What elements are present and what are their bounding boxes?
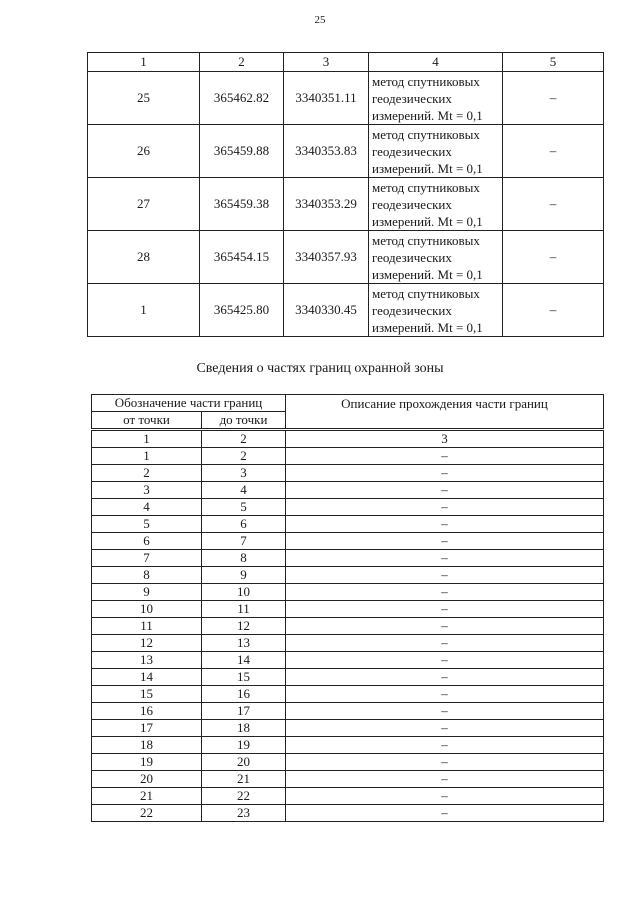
to-point-cell: 23 [202, 805, 286, 822]
from-point-cell: 6 [92, 533, 202, 550]
table-row [92, 533, 604, 550]
method-line: измерений. Mt = 0,1 [372, 160, 483, 176]
column-header: 5 [503, 53, 604, 72]
point-number-cell: 1 [88, 284, 200, 337]
to-point-cell: 21 [202, 771, 286, 788]
to-point-cell: 8 [202, 550, 286, 567]
numbering-cell: 1 [92, 430, 202, 448]
description-cell: – [286, 703, 604, 720]
to-point-cell: 4 [202, 482, 286, 499]
table-row [92, 652, 604, 669]
description-cell: – [286, 686, 604, 703]
from-point-cell: 12 [92, 635, 202, 652]
to-point-cell: 22 [202, 788, 286, 805]
header-to-point: до точки [202, 412, 286, 430]
y-coordinate-cell: 3340353.29 [284, 178, 369, 231]
from-point-cell: 19 [92, 754, 202, 771]
to-point-cell: 6 [202, 516, 286, 533]
method-cell [369, 178, 503, 231]
description-cell: – [286, 465, 604, 482]
to-point-cell: 15 [202, 669, 286, 686]
table-row [92, 754, 604, 771]
method-line: метод спутниковых [372, 126, 480, 142]
x-coordinate-cell: 365462.82 [200, 72, 284, 125]
method-line: геодезических [372, 196, 452, 212]
to-point-cell: 2 [202, 448, 286, 465]
from-point-cell: 14 [92, 669, 202, 686]
from-point-cell: 17 [92, 720, 202, 737]
column-header: 1 [88, 53, 200, 72]
description-cell: – [286, 805, 604, 822]
description-cell: – [286, 788, 604, 805]
description-cell: – [286, 737, 604, 754]
from-point-cell: 5 [92, 516, 202, 533]
x-coordinate-cell: 365459.38 [200, 178, 284, 231]
from-point-cell: 10 [92, 601, 202, 618]
table-row [92, 703, 604, 720]
to-point-cell: 12 [202, 618, 286, 635]
method-cell [369, 72, 503, 125]
method-cell [369, 125, 503, 178]
point-number-cell: 27 [88, 178, 200, 231]
table-row [92, 720, 604, 737]
y-coordinate-cell: 3340330.45 [284, 284, 369, 337]
note-cell: – [503, 231, 604, 284]
from-point-cell: 3 [92, 482, 202, 499]
coordinates-table [87, 52, 604, 337]
table-row [88, 231, 604, 284]
header-boundary-designation: Обозначение части границ [92, 395, 286, 412]
page-number: 25 [314, 14, 326, 26]
table-row [88, 284, 604, 337]
point-number-cell: 26 [88, 125, 200, 178]
method-line: измерений. Mt = 0,1 [372, 213, 483, 229]
to-point-cell: 16 [202, 686, 286, 703]
method-line: геодезических [372, 302, 452, 318]
table-row [92, 499, 604, 516]
table-row [88, 178, 604, 231]
to-point-cell: 14 [202, 652, 286, 669]
table-row [92, 618, 604, 635]
description-cell: – [286, 516, 604, 533]
table-row [92, 635, 604, 652]
description-cell: – [286, 482, 604, 499]
x-coordinate-cell: 365425.80 [200, 284, 284, 337]
description-cell: – [286, 754, 604, 771]
numbering-cell: 3 [286, 430, 604, 448]
table-row [92, 737, 604, 754]
column-header: 4 [369, 53, 503, 72]
y-coordinate-cell: 3340353.83 [284, 125, 369, 178]
y-coordinate-cell: 3340351.11 [284, 72, 369, 125]
numbering-cell: 2 [202, 430, 286, 448]
description-cell: – [286, 635, 604, 652]
note-cell: – [503, 125, 604, 178]
table-row [92, 669, 604, 686]
to-point-cell: 9 [202, 567, 286, 584]
method-line: метод спутниковых [372, 73, 480, 89]
to-point-cell: 19 [202, 737, 286, 754]
from-point-cell: 1 [92, 448, 202, 465]
method-line: геодезических [372, 249, 452, 265]
table-row [92, 771, 604, 788]
table-row [92, 788, 604, 805]
table-row [92, 465, 604, 482]
method-cell [369, 231, 503, 284]
point-number-cell: 25 [88, 72, 200, 125]
header-from-point: от точки [92, 412, 202, 430]
to-point-cell: 5 [202, 499, 286, 516]
method-line: измерений. Mt = 0,1 [372, 107, 483, 123]
y-coordinate-cell: 3340357.93 [284, 231, 369, 284]
parts-header-row [92, 395, 604, 412]
description-cell: – [286, 601, 604, 618]
table-row [92, 601, 604, 618]
description-cell: – [286, 771, 604, 788]
method-line: геодезических [372, 143, 452, 159]
to-point-cell: 17 [202, 703, 286, 720]
from-point-cell: 16 [92, 703, 202, 720]
table-row [92, 448, 604, 465]
to-point-cell: 20 [202, 754, 286, 771]
to-point-cell: 7 [202, 533, 286, 550]
description-cell: – [286, 499, 604, 516]
description-cell: – [286, 448, 604, 465]
description-cell: – [286, 550, 604, 567]
section-title: Сведения о частях границ охранной зоны [196, 361, 444, 376]
table-row [92, 550, 604, 567]
from-point-cell: 11 [92, 618, 202, 635]
note-cell: – [503, 72, 604, 125]
from-point-cell: 8 [92, 567, 202, 584]
table-row [92, 805, 604, 822]
table-row [92, 584, 604, 601]
method-cell [369, 284, 503, 337]
to-point-cell: 18 [202, 720, 286, 737]
method-line: метод спутниковых [372, 232, 480, 248]
from-point-cell: 7 [92, 550, 202, 567]
x-coordinate-cell: 365459.88 [200, 125, 284, 178]
table-row [92, 686, 604, 703]
header-description: Описание прохождения части границ [286, 395, 604, 430]
coordinates-header-row [88, 53, 604, 72]
to-point-cell: 3 [202, 465, 286, 482]
from-point-cell: 20 [92, 771, 202, 788]
note-cell: – [503, 178, 604, 231]
to-point-cell: 13 [202, 635, 286, 652]
description-cell: – [286, 584, 604, 601]
method-line: измерений. Mt = 0,1 [372, 266, 483, 282]
description-cell: – [286, 669, 604, 686]
from-point-cell: 15 [92, 686, 202, 703]
from-point-cell: 2 [92, 465, 202, 482]
method-line: геодезических [372, 90, 452, 106]
table-row [92, 567, 604, 584]
description-cell: – [286, 618, 604, 635]
from-point-cell: 18 [92, 737, 202, 754]
description-cell: – [286, 533, 604, 550]
description-cell: – [286, 567, 604, 584]
method-line: метод спутниковых [372, 179, 480, 195]
from-point-cell: 4 [92, 499, 202, 516]
numbering-row [92, 430, 604, 448]
from-point-cell: 22 [92, 805, 202, 822]
table-row [88, 125, 604, 178]
to-point-cell: 10 [202, 584, 286, 601]
from-point-cell: 9 [92, 584, 202, 601]
table-row [92, 516, 604, 533]
point-number-cell: 28 [88, 231, 200, 284]
note-cell: – [503, 284, 604, 337]
from-point-cell: 21 [92, 788, 202, 805]
description-cell: – [286, 652, 604, 669]
method-line: метод спутниковых [372, 285, 480, 301]
description-cell: – [286, 720, 604, 737]
from-point-cell: 13 [92, 652, 202, 669]
column-header: 3 [284, 53, 369, 72]
x-coordinate-cell: 365454.15 [200, 231, 284, 284]
column-header: 2 [200, 53, 284, 72]
boundary-parts-table [91, 394, 604, 822]
method-line: измерений. Mt = 0,1 [372, 319, 483, 335]
table-row [88, 72, 604, 125]
table-row [92, 482, 604, 499]
to-point-cell: 11 [202, 601, 286, 618]
